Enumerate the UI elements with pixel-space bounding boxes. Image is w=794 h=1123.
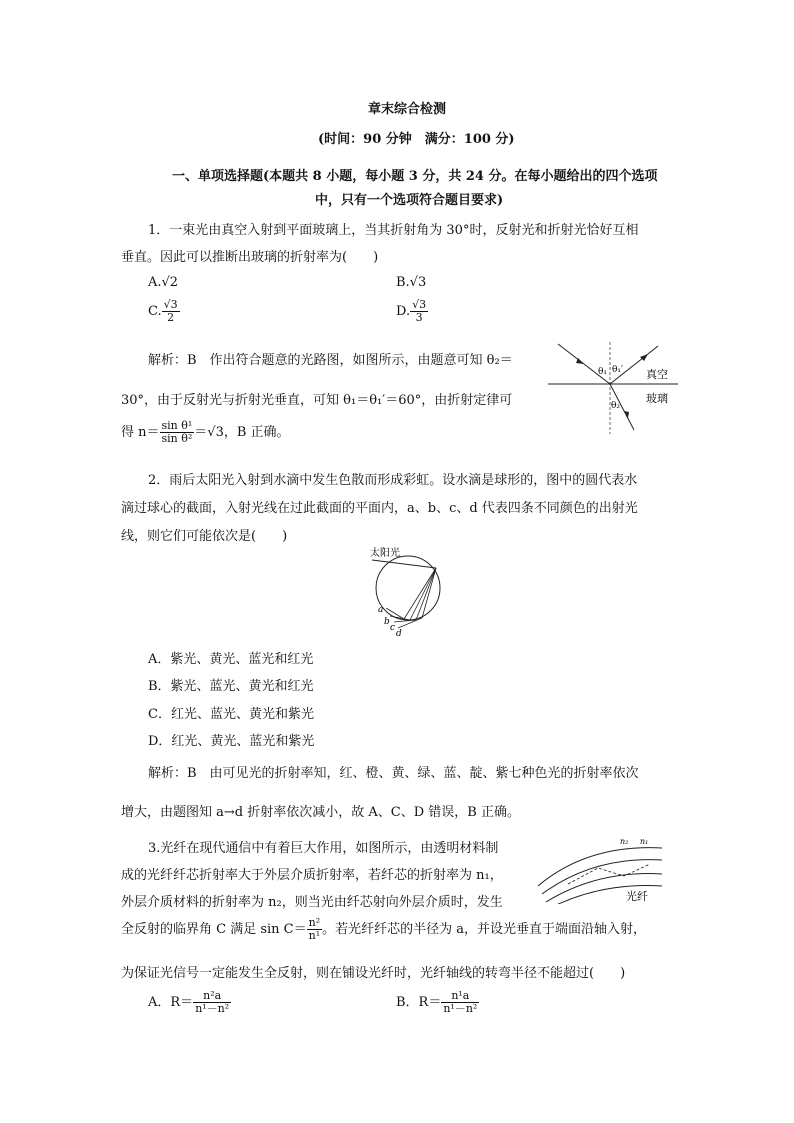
q1-answer-line2: 30°，由于反射光与折射光垂直，可知 θ₁＝θ₁′＝60°，由折射定律可 bbox=[121, 393, 513, 408]
q2-option-c: C．红光、蓝光、黄光和紫光 bbox=[148, 707, 314, 722]
q2-stem-line3: 线，则它们可能依次是( ) bbox=[121, 529, 288, 544]
refraction-diagram bbox=[548, 338, 678, 438]
theta1-label: θ₁ bbox=[598, 367, 608, 377]
q2-option-d: D．红光、黄光、蓝光和紫光 bbox=[148, 734, 315, 749]
sunlight-label: 太阳光 bbox=[370, 548, 400, 559]
exam-info: (时间：90 分钟 满分：100 分) bbox=[318, 132, 515, 147]
q1-stem-line2: 垂直。因此可以推断出玻璃的折射率为( ) bbox=[121, 250, 379, 265]
n1-label: n₁ bbox=[640, 837, 649, 846]
fiber-label: 光纤 bbox=[626, 890, 648, 903]
q1-option-d-fraction bbox=[410, 299, 428, 324]
internal-ray bbox=[410, 568, 436, 620]
arrow-icon bbox=[640, 354, 648, 361]
q1-answer-suffix: ＝√3，B 正确。 bbox=[194, 425, 290, 440]
fraction-denominator: sin θ² bbox=[161, 432, 193, 445]
q3-stem-line3: 外层介质材料的折射率为 n₂，则当光由纤芯射向外层介质时，发生 bbox=[121, 895, 503, 910]
q2-stem-line2: 滴过球心的截面，入射光线在过此截面的平面内，a、b、c、d 代表四条不同颜色的出射光 bbox=[121, 501, 638, 516]
internal-ray bbox=[404, 568, 436, 619]
q1-option-a: A.√2 bbox=[148, 275, 179, 290]
q1-option-c-fraction bbox=[162, 299, 180, 324]
q1-answer-line3 bbox=[121, 420, 290, 445]
q2-answer-line1: 解析：B 由可见光的折射率知，红、橙、黄、绿、蓝、靛、紫七种色光的折射率依次 bbox=[148, 766, 639, 781]
fraction-denominator: n¹－n² bbox=[195, 1002, 230, 1015]
arrow-icon bbox=[624, 411, 629, 418]
q1-option-b: B.√3 bbox=[396, 275, 427, 290]
q1-option-d bbox=[396, 299, 428, 324]
sunlight-ray bbox=[372, 560, 436, 568]
q1-option-c-label: C. bbox=[148, 304, 162, 319]
q2-option-a: A．紫光、黄光、蓝光和红光 bbox=[148, 652, 314, 667]
fraction-denominator: 2 bbox=[167, 311, 175, 324]
ray-label-d: d bbox=[396, 629, 402, 639]
section-heading-line1: 一、单项选择题(本题共 8 小题，每小题 3 分，共 24 分。在每小题给出的四个选项 bbox=[172, 169, 658, 184]
q3-stem-suffix: 。若光纤纤芯的半径为 a，并设光垂直于端面沿轴入射， bbox=[322, 922, 647, 937]
section-heading-line2: 中，只有一个选项符合题目要求) bbox=[315, 193, 504, 208]
q1-answer-text: 解析：B 作出符合题意的光路图，如图所示，由题意可知 θ₂＝ bbox=[148, 353, 513, 368]
q3-option-b bbox=[396, 990, 479, 1015]
page-title: 章末综合检测 bbox=[368, 102, 447, 117]
q3-option-b-fraction bbox=[441, 990, 479, 1015]
q1-option-c bbox=[148, 299, 180, 324]
fiber-core-top bbox=[542, 860, 662, 894]
q1-stem-line1: 1．一束光由真空入射到平面玻璃上，当其折射角为 30°时，反射光和折射光恰好互相 bbox=[148, 223, 639, 238]
q3-option-a bbox=[148, 990, 231, 1015]
q3-option-a-fraction bbox=[193, 990, 231, 1015]
q1-answer-line1 bbox=[148, 349, 513, 368]
q3-stem-fraction bbox=[307, 917, 323, 942]
q2-option-b: B．紫光、蓝光、黄光和红光 bbox=[148, 679, 314, 694]
q1-option-d-label: D. bbox=[396, 304, 411, 319]
water-droplet-diagram bbox=[368, 546, 448, 640]
fraction-denominator: n¹ bbox=[308, 929, 321, 942]
fraction-numerator: n² bbox=[308, 916, 321, 929]
q2-stem-line1: 2．雨后太阳光入射到水滴中发生色散而形成彩虹。设水滴是球形的，图中的圆代表水 bbox=[148, 473, 638, 488]
n2-label: n₂ bbox=[620, 837, 629, 846]
fraction-numerator: sin θ¹ bbox=[161, 419, 193, 432]
q3-stem-line2: 成的光纤纤芯折射率大于外层介质折射率，若纤芯的折射率为 n₁， bbox=[121, 868, 503, 883]
q3-option-b-label: B．R＝ bbox=[396, 995, 442, 1010]
fraction-numerator: n²a bbox=[193, 990, 231, 1003]
ray-label-c: c bbox=[390, 623, 396, 633]
q3-stem-prefix: 全反射的临界角 C 满足 sin C＝ bbox=[121, 922, 307, 937]
q3-stem-line1: 3.光纤在现代通信中有着巨大作用，如图所示，由透明材料制 bbox=[148, 841, 499, 856]
theta2-label: θ₂ bbox=[611, 401, 621, 411]
internal-ray bbox=[422, 568, 436, 618]
fraction-denominator: n¹－n² bbox=[443, 1002, 478, 1015]
q3-stem-line5: 为保证光信号一定能发生全反射，则在铺设光纤时，光纤轴线的转弯半径不能超过( ) bbox=[121, 966, 626, 981]
vacuum-label: 真空 bbox=[646, 368, 668, 381]
fraction-numerator: √3 bbox=[412, 298, 427, 311]
fraction-numerator: √3 bbox=[163, 298, 178, 311]
q3-option-a-label: A．R＝ bbox=[148, 995, 194, 1010]
internal-ray bbox=[416, 568, 436, 620]
q2-answer-line2: 增大，由题图知 a→d 折射率依次减小，故 A、C、D 错误，B 正确。 bbox=[121, 805, 520, 820]
ray-label-a: a bbox=[378, 605, 384, 615]
q1-answer-prefix: 得 n＝ bbox=[121, 425, 160, 440]
q3-stem-line4 bbox=[121, 917, 646, 942]
fraction-denominator: 3 bbox=[415, 311, 423, 324]
ray-label-b: b bbox=[384, 617, 390, 627]
q1-answer-fraction bbox=[160, 420, 195, 445]
optical-fiber-diagram bbox=[528, 834, 668, 904]
theta1-prime-label: θ₁′ bbox=[612, 365, 624, 375]
glass-label: 玻璃 bbox=[646, 392, 668, 405]
fraction-numerator: n¹a bbox=[441, 990, 479, 1003]
